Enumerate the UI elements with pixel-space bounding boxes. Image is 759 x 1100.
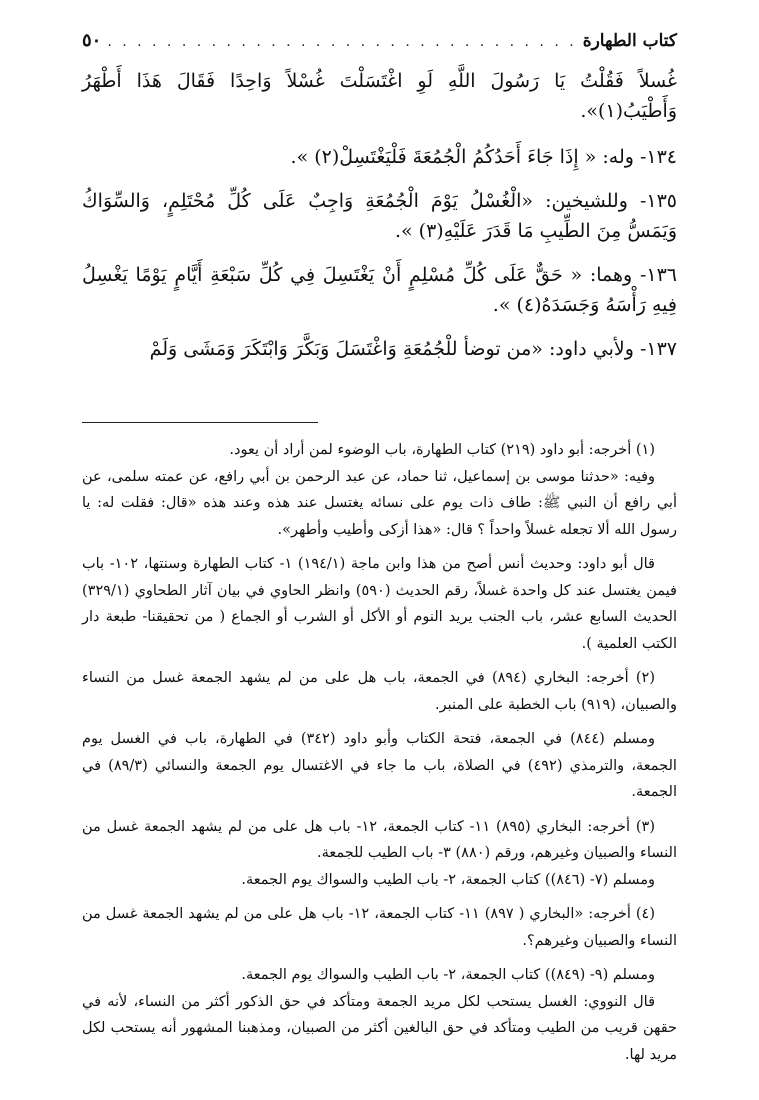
hadith-paragraph: ١٣٤- وله: « إِذَا جَاءَ أَحَدُكُمُ الْجُمُعَةَ فَلْيَغْتَسِلْ(٢) ». [290,146,677,168]
footnote-paragraph: ومسلم (٩- (٨٤٩)) كتاب الجمعة، ٢- باب الطيب والسواك يوم الجمعة. [241,967,655,983]
hadith-paragraph: غُسلاً فَقُلْتُ يَا رَسُولَ اللَّهِ لَوِ اغْتَسَلْتَ غُسْلاً وَاحِدًا فَقَالَ هَذَا أَطْهَرُ وَأَطْيَبُ(١)». [82,70,677,122]
page-number: ٥٠ [82,30,102,51]
main-text [82,66,677,364]
footnote-paragraph: ومسلم (٧- (٨٤٦)) كتاب الجمعة، ٢- باب الطيب والسواك يوم الجمعة. [241,871,655,888]
footnote-paragraph: (٢) أخرجه: البخاري (٨٩٤) في الجمعة، باب هل على من لم يشهد الجمعة غسل من النساء والصبيان، (٩١٩) باب الخطبة على المنبر. [82,670,677,713]
leader-dots: . . . . . . . . . . . . . . . . . . . . . . . . . . . . . . . . [107,34,577,50]
hadith-paragraph: ١٣٥- وللشيخين: «الْغُسْلُ يَوْمَ الْجُمُعَةِ وَاجِبٌ عَلَى كُلِّ مُحْتَلِمٍ، وَالسِّوَاكُ وَيَمَسُّ مِنَ الطِّيبِ مَا قَدَرَ عَلَيْهِ(٣) ». [82,190,677,242]
footnote-paragraph: (٣) أخرجه: البخاري (٨٩٥) ١١- كتاب الجمعة، ١٢- باب هل على من لم يشهد الجمعة غسل من النساء والصبيان وغيرهم، ورقم (٨٨٠) ٣- باب الطيب للجمعة. [82,818,677,861]
hadith-paragraph: ١٣٧- ولأبي داود: «من توضأ للْجُمُعَةِ وَاغْتَسَلَ وَبَكَّرَ وَابْتَكَرَ وَمَشَى وَلَمْ [149,338,677,360]
footnote-paragraph: وفيه: «حدثنا موسى بن إسماعيل، ثنا حماد، عن عبد الرحمن بن أبي رافع، عن عمته سلمى، عن أبي رافع أن النبي ﷺ: طاف ذات يوم على نسائه يغتسل عند هذه وعند هذه «قال: فقلت له: يا رسول الله ألا تجعله غسلاً واحداً ؟ قال: «هذا أزكى وأطيب وأطهر». [82,468,677,538]
page-header [82,30,677,66]
footnote-paragraph: قال النووي: الغسل يستحب لكل مريد الجمعة ومتأكد في حق الذكور أكثر من النساء، لأنه في حقهن قريب من الطيب ومتأكد في حق البالغين أكثر من الصبيان، ومذهبنا المشهور أنه يستحب لكل مريد لها. [82,993,677,1063]
running-title: كتاب الطهارة [582,31,677,51]
footnote-paragraph: (١) أخرجه: أبو داود (٢١٩) كتاب الطهارة، باب الوضوء لمن أراد أن يعود. [229,442,655,458]
footnotes [82,437,677,1068]
footnote-separator [82,422,318,423]
hadith-paragraph: ١٣٦- وهما: « حَقٌّ عَلَى كُلِّ مُسْلِمٍ أَنْ يَغْتَسِلَ فِي كُلِّ سَبْعَةِ أَيَّامٍ يَوْمًا يَغْسِلُ فِيهِ رَأْسَهُ وَجَسَدَهُ(٤) ». [82,264,677,316]
footnote-paragraph: قال أبو داود: وحديث أنس أصح من هذا وابن ماجة (١٩٤/١) ١- كتاب الطهارة وسنتها، ١٠٢- باب فيمن يغتسل عند كل واحدة غسلاً، رقم الحديث (٥٩٠) وانظر الحاوي في بيان آثار الطحاوي (٣٢٩/١) الحديث السابع عشر، باب الجنب يريد النوم أو الأكل أو الشرب أو الجماع ( من تحقيقنا- طبعة دار الكتب العلمية ). [82,556,677,652]
footnote-paragraph: (٤) أخرجه: «البخاري ( ٨٩٧) ١١- كتاب الجمعة، ١٢- باب هل على من لم يشهد الجمعة غسل من النساء والصبيان وغيرهم؟. [82,906,677,949]
footnote-paragraph: ومسلم (٨٤٤) في الجمعة، فتحة الكتاب وأبو داود (٣٤٢) في الطهارة، باب في الغسل يوم الجمعة، والترمذي (٤٩٢) في الصلاة، باب ما جاء في الاغتسال يوم الجمعة والنسائي (٨٩/٣) في الجمعة. [82,731,677,800]
